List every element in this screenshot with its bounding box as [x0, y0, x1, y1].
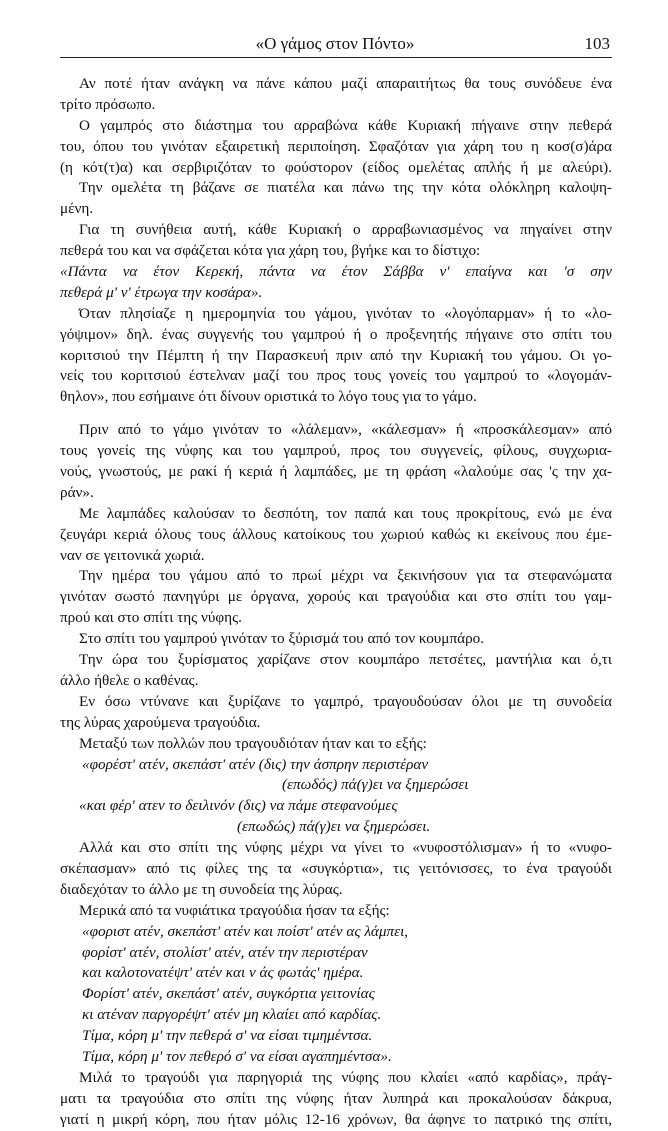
text-line: γόψιμον» δηλ. ένας συγγενής του γαμπρού ή ο προξενητής πήγαινε στο σπίτι του: [60, 325, 612, 343]
text-line: της λύρας χαρούμενα τραγούδια.: [60, 713, 261, 731]
text-line: Όταν πλησίαζε η ημερομηνία του γάμου, γινόταν το «λογόπαρμαν» ή το «λο-: [79, 304, 612, 322]
verse-line: φορίστ' ατέν, στολίστ' ατέν, ατέν την περιστέραν: [82, 943, 368, 961]
text-line: θηλον», που εσήμαινε ότι δίνουν οριστικά το λόγο τους για το γάμο.: [60, 388, 477, 406]
verse-refrain: (επωδός) πά(γ)ει να ξημερώσει: [282, 776, 469, 794]
text-line: του, όπου του γινόταν εξαιρετική περιποίηση. Σφαζόταν για χάρη του η κοσ(σ)άρα: [60, 137, 612, 155]
text-line: σκέπασμαν» από τις φίλες της τα «συγκόρτια», τις γειτόνισσες, το ένα τραγούδι: [60, 859, 612, 877]
text-line: Την ημέρα του γάμου από το πρωί μέχρι να ξεκινήσουν για τα στεφανώματα: [79, 567, 612, 585]
text-line: νείς του κοριτσιού έστελναν μαζί του προς τους γονείς του γαμπρού το «λογομάν-: [60, 367, 612, 385]
running-title: «Ο γάμος στον Πόντο»: [255, 34, 415, 53]
text-line: Την ομελέτα τη βάζανε σε πιατέλα και πάνω της την κότα ολόκληρη καλοψη-: [79, 179, 612, 197]
verse-line: «Πάντα να έτον Κερεκή, πάντα να έτον Σάββα ν' επαίγνα και 'σ σην: [60, 263, 612, 281]
text-line: διαδεχόταν το άλλο με τη συνοδεία της λύρας.: [60, 880, 343, 898]
header-rule: [60, 57, 612, 58]
text-line: άλλο ήθελε ο καθένας.: [60, 671, 199, 689]
text-line: ράν».: [60, 483, 94, 501]
verse-line: «φοριστ ατέν, σκεπάστ' ατέν και ποίστ' ατέν ας λάμπει,: [82, 922, 409, 940]
verse-line: κι ατέναν παργορέψτ' ατέν μη κλαίει από καρδίας.: [82, 1006, 382, 1024]
text-line: Μιλά το τραγούδι για παρηγοριά της νύφης που κλαίει «από καρδίας», πράγ-: [79, 1068, 612, 1086]
text-line: ζευγάρι κεριά όλους τους άλλους κατοίκους του χωριού καθώς κι εκείνους που έμε-: [60, 525, 612, 543]
verse-line: πεθερά μ' ν' έτρωγα την κοσάρα».: [60, 283, 263, 301]
text-line: νούς, γνωστούς, με ρακί ή κεριά ή λαμπάδες, με τη φράση «λαλούμε σας 'ς την χα-: [60, 463, 612, 481]
text-line: τρίτο πρόσωπο.: [60, 95, 156, 113]
verse-line: «φορέστ' ατέν, σκεπάστ' ατέν (δις) την άσπρην περιστέραν: [82, 755, 429, 773]
text-line: Στο σπίτι του γαμπρού γινόταν το ξύρισμά του από τον κουμπάρο.: [79, 630, 485, 648]
text-line: Με λαμπάδες καλούσαν το δεσπότη, τον παπά και τους προκρίτους, ενώ με ένα: [79, 504, 612, 522]
verse-line: Φορίστ' ατέν, σκεπάστ' ατέν, συγκόρτια γειτονίας: [82, 985, 375, 1003]
text-line: Μερικά από τα νυφιάτικα τραγούδια ήσαν τα εξής:: [79, 901, 390, 919]
text-line: ναν σε γειτονικά χωριά.: [60, 546, 205, 564]
page-number: 103: [584, 34, 610, 53]
verse-line: και καλοτονατέψτ' ατέν και ν άς φωτάς' ημέρα.: [82, 964, 364, 982]
text-line: τους γονείς της νύφης και του γαμπρού, προς του συγγενείς, φίλους, συγχωρια-: [60, 442, 612, 460]
text-line: πρού και στο σπίτι της νύφης.: [60, 609, 242, 627]
text-line: (η κότ(τ)α) και σερβιριζόταν το φούστορον (είδος ομελέτας απλής ή με αλεύρι).: [60, 158, 612, 176]
verse-line: «και φέρ' ατεν το δειλινόν (δις) να πάμε στεφανούμες: [79, 797, 398, 815]
text-line: Ο γαμπρός στο διάστημα του αρραβώνα κάθε Κυριακή πήγαινε στην πεθερά: [79, 116, 612, 134]
page-header: [60, 34, 610, 58]
text-line: Για τη συνήθεια αυτή, κάθε Κυριακή ο αρραβωνιασμένος να πηγαίνει στην: [79, 221, 612, 239]
text-line: γινόταν σωστό πανηγύρι με όργανα, χορούς και τραγούδια και στο σπίτι του γαμ-: [60, 588, 612, 606]
text-line: πεθερά του και να σφάζεται κότα για χάρη του, βγήκε και το δίστιχο:: [60, 242, 481, 260]
verse-line: Τίμα, κόρη μ' την πεθερά σ' να είσαι τιμημέντσα.: [82, 1027, 373, 1045]
verse-refrain: (επωδώς) πά(γ)ει να ξημερώσει.: [237, 818, 431, 836]
paragraph-gap: [60, 408, 612, 420]
text-line: ματι τα τραγούδια στο σπίτι της νύφης ήταν λυπηρά και προκαλούσαν δάκρυα,: [60, 1089, 612, 1107]
text-line: Μεταξύ των πολλών που τραγουδιόταν ήταν και το εξής:: [79, 734, 427, 752]
verse-line: Τίμα, κόρη μ' τον πεθερό σ' να είσαι αγαπημέντσα».: [82, 1047, 392, 1065]
text-line: Αλλά και στο σπίτι της νύφης μέχρι να γίνει το «νυφοστόλισμαν» ή το «νυφο-: [79, 839, 612, 857]
text-line: κοριτσιού την Πέμπτη ή την Παρασκευή πριν από την Κυριακή του γάμου. Οι γο-: [60, 346, 612, 364]
text-line: Την ώρα του ξυρίσματος χαρίζανε στον κουμπάρο πετσέτες, μαντήλια και ό,τι: [79, 651, 612, 669]
text-line: Εν όσω ντύνανε και ξυρίζανε το γαμπρό, τραγουδούσαν όλοι με τη συνοδεία: [79, 692, 612, 710]
text-line: γιατί η μικρή κόρη, που ήταν μόλις 12-16 χρόνων, θα άφηνε το πατρικό της σπίτι,: [60, 1110, 612, 1128]
text-line: Πριν από το γάμο γινόταν το «λάλεμαν», «κάλεσμαν» ή «προσκάλεσμαν» από: [79, 421, 612, 439]
text-line: Αν ποτέ ήταν ανάγκη να πάνε κάπου μαζί απαραιτήτως θα τους συνόδευε ένα: [79, 75, 612, 92]
text-line: μένη.: [60, 200, 94, 218]
page-body: [60, 74, 612, 1131]
